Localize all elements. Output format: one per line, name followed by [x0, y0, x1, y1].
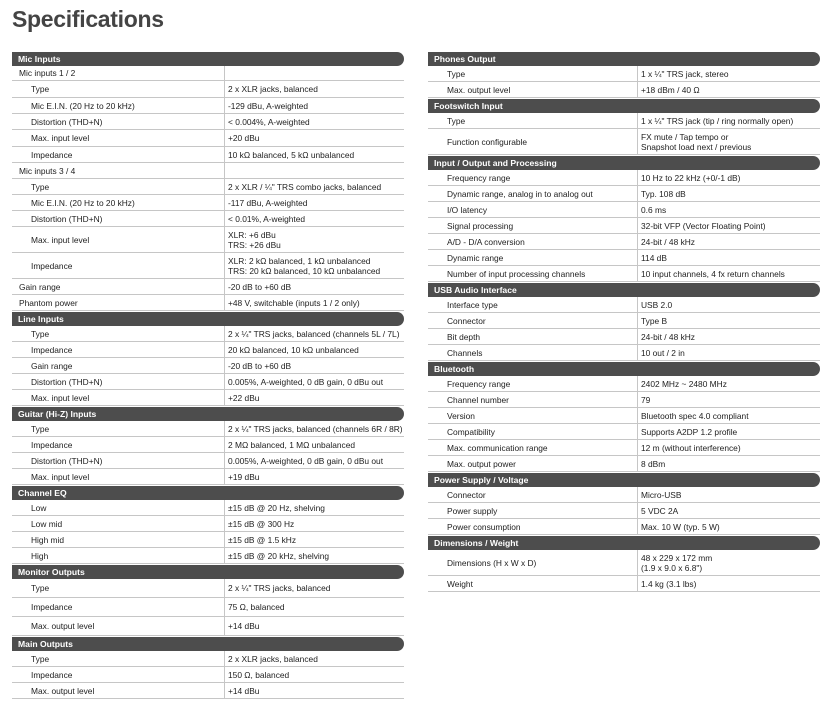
spec-row [428, 250, 820, 266]
spec-value: 1 x ¼" TRS jack, stereo [641, 68, 729, 79]
spec-row [12, 342, 404, 358]
spec-value: 8 dBm [641, 458, 666, 469]
spec-label: Impedance [12, 598, 225, 616]
spec-value: 12 m (without interference) [641, 442, 741, 453]
section-header: Line Inputs [12, 312, 404, 326]
spec-row [12, 598, 404, 617]
spec-value: ±15 dB @ 20 Hz, shelving [228, 502, 325, 513]
spec-value: 20 kΩ balanced, 10 kΩ unbalanced [228, 344, 359, 355]
spec-label: Power supply [428, 503, 638, 518]
spec-row [12, 516, 404, 532]
spec-label: A/D - D/A conversion [428, 234, 638, 249]
spec-label: Low [12, 500, 225, 515]
spec-row [12, 390, 404, 406]
spec-label: Impedance [12, 253, 225, 278]
spec-value: +22 dBu [228, 392, 260, 403]
spec-label: Type [428, 113, 638, 128]
spec-label: Max. output power [428, 456, 638, 471]
spec-label: Dynamic range, analog in to analog out [428, 186, 638, 201]
spec-value: ±15 dB @ 20 kHz, shelving [228, 550, 330, 561]
spec-value: XLR: +6 dBu TRS: +26 dBu [228, 229, 281, 250]
spec-row [12, 66, 404, 81]
spec-row [428, 186, 820, 202]
spec-row [12, 532, 404, 548]
spec-row [12, 374, 404, 390]
spec-row [12, 453, 404, 469]
spec-value: 10 Hz to 22 kHz (+0/-1 dB) [641, 172, 741, 183]
spec-value: XLR: 2 kΩ balanced, 1 kΩ unbalanced TRS: 20 kΩ balanced, 10 kΩ unbalanced [228, 255, 381, 276]
spec-row [12, 421, 404, 437]
spec-row [12, 667, 404, 683]
spec-label: Max. output level [428, 82, 638, 97]
spec-value: 2 x XLR jacks, balanced [228, 84, 318, 94]
spec-label: Connector [428, 313, 638, 328]
page-title: Specifications [12, 6, 164, 32]
spec-label: Number of input processing channels [428, 266, 638, 281]
spec-row [428, 129, 820, 155]
spec-value: -117 dBu, A-weighted [228, 197, 308, 208]
section-header: Bluetooth [428, 362, 820, 376]
spec-label: Max. output level [12, 683, 225, 698]
spec-row [428, 503, 820, 519]
spec-value: 75 Ω, balanced [228, 602, 285, 612]
spec-value: USB 2.0 [641, 299, 673, 310]
spec-label: Weight [428, 576, 638, 591]
spec-value: +14 dBu [228, 685, 260, 696]
spec-row [428, 202, 820, 218]
spec-label: Mic inputs 1 / 2 [12, 66, 225, 80]
spec-value: 114 dB [641, 252, 667, 263]
spec-value [225, 66, 404, 80]
spec-value: 2 MΩ balanced, 1 MΩ unbalanced [228, 439, 356, 450]
spec-label: Max. input level [12, 469, 225, 484]
section-header: Main Outputs [12, 637, 404, 651]
spec-value: +20 dBu [228, 133, 260, 143]
spec-label: Dynamic range [428, 250, 638, 265]
spec-label: Frequency range [428, 170, 638, 185]
spec-row [428, 297, 820, 313]
spec-label: Impedance [12, 342, 225, 357]
spec-value: 2402 MHz ~ 2480 MHz [641, 378, 727, 389]
spec-row [12, 617, 404, 636]
spec-row [428, 234, 820, 250]
spec-value: 24-bit / 48 kHz [641, 236, 695, 247]
spec-row [12, 358, 404, 374]
spec-label: Distortion (THD+N) [12, 453, 225, 468]
spec-label: Type [12, 421, 225, 436]
spec-value: 10 kΩ balanced, 5 kΩ unbalanced [228, 149, 355, 160]
spec-row [12, 130, 404, 147]
spec-label: Max. input level [12, 390, 225, 405]
spec-label: Type [12, 326, 225, 341]
spec-value: -129 dBu, A-weighted [228, 100, 309, 111]
spec-label: Impedance [12, 437, 225, 452]
spec-row [428, 376, 820, 392]
spec-row [12, 579, 404, 598]
spec-value: Max. 10 W (typ. 5 W) [641, 521, 720, 532]
spec-row [12, 179, 404, 195]
spec-value: -20 dB to +60 dB [228, 360, 292, 371]
spec-row [12, 469, 404, 485]
spec-label: Low mid [12, 516, 225, 531]
spec-label: Dimensions (H x W x D) [428, 550, 638, 575]
spec-row [12, 195, 404, 211]
section-header: Channel EQ [12, 486, 404, 500]
spec-row [428, 329, 820, 345]
spec-label: Type [12, 651, 225, 666]
spec-row [428, 345, 820, 361]
spec-value: 79 [641, 394, 651, 405]
spec-row [12, 163, 404, 179]
spec-row [428, 392, 820, 408]
spec-row [12, 651, 404, 667]
section-header: Input / Output and Processing [428, 156, 820, 170]
spec-row [12, 211, 404, 227]
section-header: Phones Output [428, 52, 820, 66]
spec-value: Type B [641, 315, 668, 326]
spec-row [428, 487, 820, 503]
spec-row [12, 326, 404, 342]
spec-value: 1.4 kg (3.1 lbs) [641, 578, 697, 589]
spec-label: Bit depth [428, 329, 638, 344]
spec-value: 32-bit VFP (Vector Floating Point) [641, 220, 766, 231]
spec-label: Max. output level [12, 617, 225, 635]
spec-row [428, 519, 820, 535]
spec-label: Impedance [12, 147, 225, 162]
spec-label: Mic E.I.N. (20 Hz to 20 kHz) [12, 195, 225, 210]
spec-value: +14 dBu [228, 621, 260, 631]
spec-row [12, 98, 404, 114]
spec-row [12, 437, 404, 453]
spec-row [12, 295, 404, 311]
spec-label: Phantom power [12, 295, 225, 310]
spec-label: Distortion (THD+N) [12, 374, 225, 389]
spec-value: 150 Ω, balanced [228, 669, 290, 680]
spec-label: Mic E.I.N. (20 Hz to 20 kHz) [12, 98, 225, 113]
spec-label: Mic inputs 3 / 4 [12, 163, 225, 178]
spec-row [428, 424, 820, 440]
spec-value: 0.005%, A-weighted, 0 dB gain, 0 dBu out [228, 455, 384, 466]
spec-value: +48 V, switchable (inputs 1 / 2 only) [228, 297, 360, 308]
spec-label: High [12, 548, 225, 563]
section-header: USB Audio Interface [428, 283, 820, 297]
spec-row [12, 81, 404, 98]
spec-value: 5 VDC 2A [641, 505, 679, 516]
spec-value: 10 input channels, 4 fx return channels [641, 268, 785, 279]
spec-row [428, 170, 820, 186]
spec-label: Version [428, 408, 638, 423]
spec-value: 0.6 ms [641, 204, 667, 215]
spec-row [428, 440, 820, 456]
spec-value [225, 163, 404, 178]
spec-row [428, 218, 820, 234]
section-header: Dimensions / Weight [428, 536, 820, 550]
spec-label: Type [12, 81, 225, 97]
spec-row [428, 113, 820, 129]
spec-value: 2 x ¼" TRS jacks, balanced (channels 6R / 8R) [228, 423, 403, 434]
spec-row [428, 576, 820, 592]
spec-row [12, 114, 404, 130]
spec-value: Supports A2DP 1.2 profile [641, 426, 738, 437]
spec-value: 2 x XLR jacks, balanced [228, 653, 318, 664]
spec-row [12, 253, 404, 279]
spec-row [428, 550, 820, 576]
section-header: Guitar (Hi-Z) Inputs [12, 407, 404, 421]
spec-label: Max. input level [12, 227, 225, 252]
spec-row [12, 147, 404, 163]
spec-label: Channel number [428, 392, 638, 407]
spec-label: Interface type [428, 297, 638, 312]
spec-label: High mid [12, 532, 225, 547]
spec-label: Channels [428, 345, 638, 360]
spec-value: Bluetooth spec 4.0 compliant [641, 410, 749, 421]
spec-value: Typ. 108 dB [641, 188, 686, 199]
spec-value: FX mute / Tap tempo or Snapshot load next / previous [641, 131, 752, 152]
spec-label: Function configurable [428, 129, 638, 154]
section-header: Footswitch Input [428, 99, 820, 113]
spec-row [428, 456, 820, 472]
spec-value: +19 dBu [228, 471, 260, 482]
spec-value: 1 x ¼" TRS jack (tip / ring normally open) [641, 115, 794, 126]
spec-row [428, 266, 820, 282]
spec-value: Micro-USB [641, 489, 682, 500]
spec-row [428, 408, 820, 424]
spec-row [12, 548, 404, 564]
spec-column-left [12, 51, 404, 699]
spec-row [428, 82, 820, 98]
section-header: Monitor Outputs [12, 565, 404, 579]
spec-value: 2 x ¼" TRS jacks, balanced [228, 583, 331, 593]
spec-label: Compatibility [428, 424, 638, 439]
spec-value: 0.005%, A-weighted, 0 dB gain, 0 dBu out [228, 376, 384, 387]
spec-label: I/O latency [428, 202, 638, 217]
spec-value: ±15 dB @ 1.5 kHz [228, 534, 297, 545]
section-header: Power Supply / Voltage [428, 473, 820, 487]
spec-label: Gain range [12, 279, 225, 294]
spec-value: 2 x XLR / ¼" TRS combo jacks, balanced [228, 181, 382, 192]
spec-label: Max. communication range [428, 440, 638, 455]
spec-label: Distortion (THD+N) [12, 114, 225, 129]
spec-label: Power consumption [428, 519, 638, 534]
spec-column-right [428, 51, 820, 592]
spec-label: Type [428, 66, 638, 81]
spec-value: 48 x 229 x 172 mm (1.9 x 9.0 x 6.8") [641, 552, 713, 573]
spec-row [12, 279, 404, 295]
spec-value: < 0.004%, A-weighted [228, 116, 310, 127]
spec-label: Frequency range [428, 376, 638, 391]
spec-label: Signal processing [428, 218, 638, 233]
spec-value: -20 dB to +60 dB [228, 281, 292, 292]
spec-value: ±15 dB @ 300 Hz [228, 518, 295, 529]
spec-label: Distortion (THD+N) [12, 211, 225, 226]
spec-row [12, 500, 404, 516]
spec-label: Connector [428, 487, 638, 502]
spec-label: Type [12, 579, 225, 597]
spec-label: Gain range [12, 358, 225, 373]
spec-row [428, 313, 820, 329]
spec-value: < 0.01%, A-weighted [228, 213, 306, 224]
section-header: Mic Inputs [12, 52, 404, 66]
spec-value: 2 x ¼" TRS jacks, balanced (channels 5L / 7L) [228, 328, 400, 339]
spec-row [12, 227, 404, 253]
spec-row [12, 683, 404, 699]
spec-value: +18 dBm / 40 Ω [641, 84, 700, 95]
spec-value: 24-bit / 48 kHz [641, 331, 695, 342]
spec-label: Max. input level [12, 130, 225, 146]
spec-value: 10 out / 2 in [641, 347, 685, 358]
spec-label: Impedance [12, 667, 225, 682]
spec-label: Type [12, 179, 225, 194]
spec-row [428, 66, 820, 82]
